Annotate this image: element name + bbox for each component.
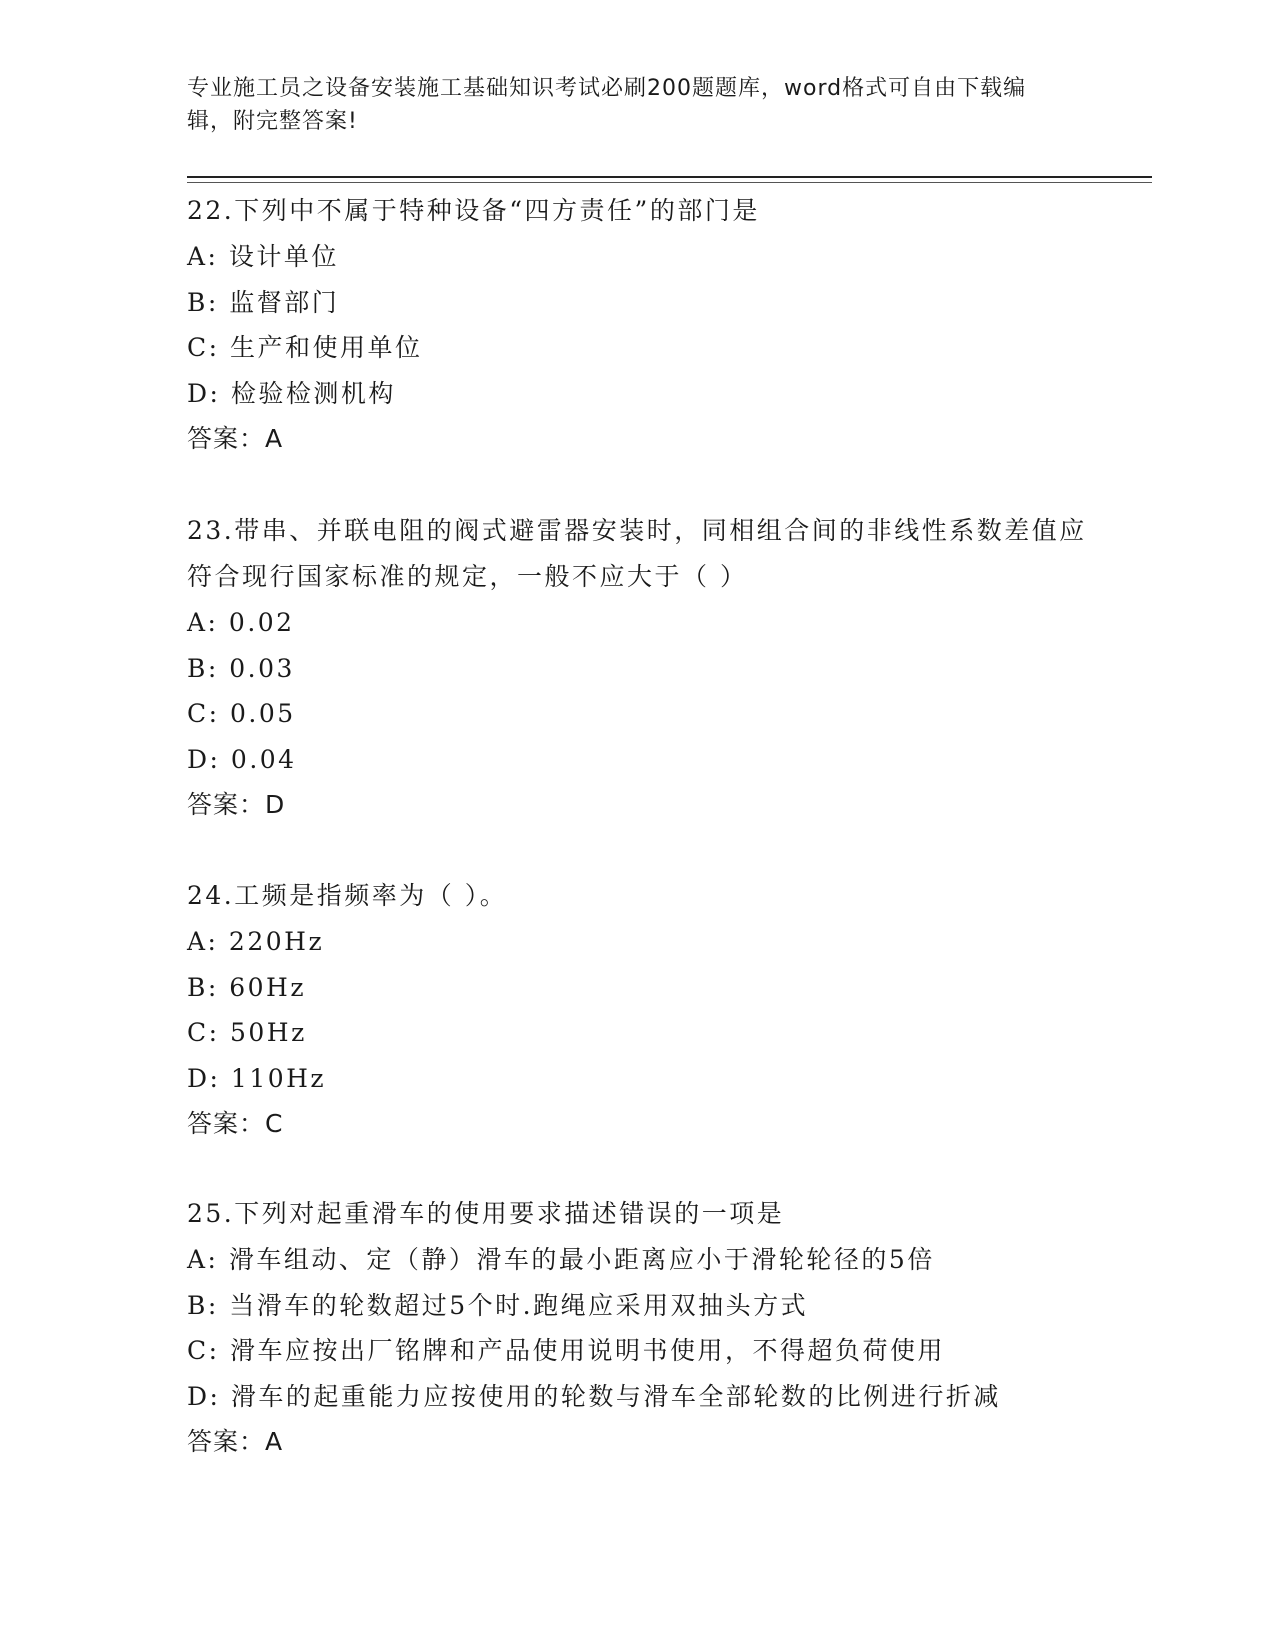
header-divider-thick <box>187 176 1152 178</box>
header-divider-thin <box>187 182 1152 183</box>
question-23 <box>187 508 1087 827</box>
option-b: B: 60Hz <box>187 972 307 1002</box>
question-25 <box>187 1191 1087 1464</box>
option-d: D: 检验检测机构 <box>187 378 396 408</box>
option-a: A: 0.02 <box>187 608 295 637</box>
option-c: C: 滑车应按出厂铭牌和产品使用说明书使用，不得超负荷使用 <box>187 1336 946 1365</box>
question-stem: 24.工频是指频率为（ ）。 <box>187 881 508 910</box>
option-d: D: 滑车的起重能力应按使用的轮数与滑车全部轮数的比例进行折减 <box>187 1381 1001 1411</box>
option-b: B: 当滑车的轮数超过5个时.跑绳应采用双抽头方式 <box>187 1290 809 1320</box>
question-stem: 25.下列对起重滑车的使用要求描述错误的一项是 <box>187 1199 785 1228</box>
option-b: B: 监督部门 <box>187 287 340 317</box>
question-24 <box>187 873 1087 1146</box>
question-22 <box>187 188 1087 461</box>
option-a: A: 滑车组动、定（静）滑车的最小距离应小于滑轮轮径的5倍 <box>187 1245 935 1274</box>
option-c: C: 生产和使用单位 <box>187 333 423 362</box>
option-d: D: 0.04 <box>187 744 297 774</box>
option-d: D: 110Hz <box>187 1063 327 1093</box>
document-header: 专业施工员之设备安装施工基础知识考试必刷200题题库，word格式可自由下载编辑，附完整答案! <box>187 76 1027 134</box>
question-stem: 23.带串、并联电阻的阀式避雷器安装时，同相组合间的非线性系数差值应符合现行国家标准的规定，一般不应大于（ ） <box>187 516 1087 591</box>
answer-label: 答案：A <box>187 1427 284 1456</box>
option-c: C: 50Hz <box>187 1018 307 1047</box>
option-c: C: 0.05 <box>187 699 296 728</box>
answer-label: 答案：D <box>187 790 286 819</box>
option-a: A: 220Hz <box>187 927 325 956</box>
answer-label: 答案：C <box>187 1109 284 1138</box>
option-b: B: 0.03 <box>187 653 295 683</box>
option-a: A: 设计单位 <box>187 242 339 271</box>
answer-label: 答案：A <box>187 424 284 453</box>
question-stem: 22.下列中不属于特种设备“四方责任”的部门是 <box>187 196 760 225</box>
